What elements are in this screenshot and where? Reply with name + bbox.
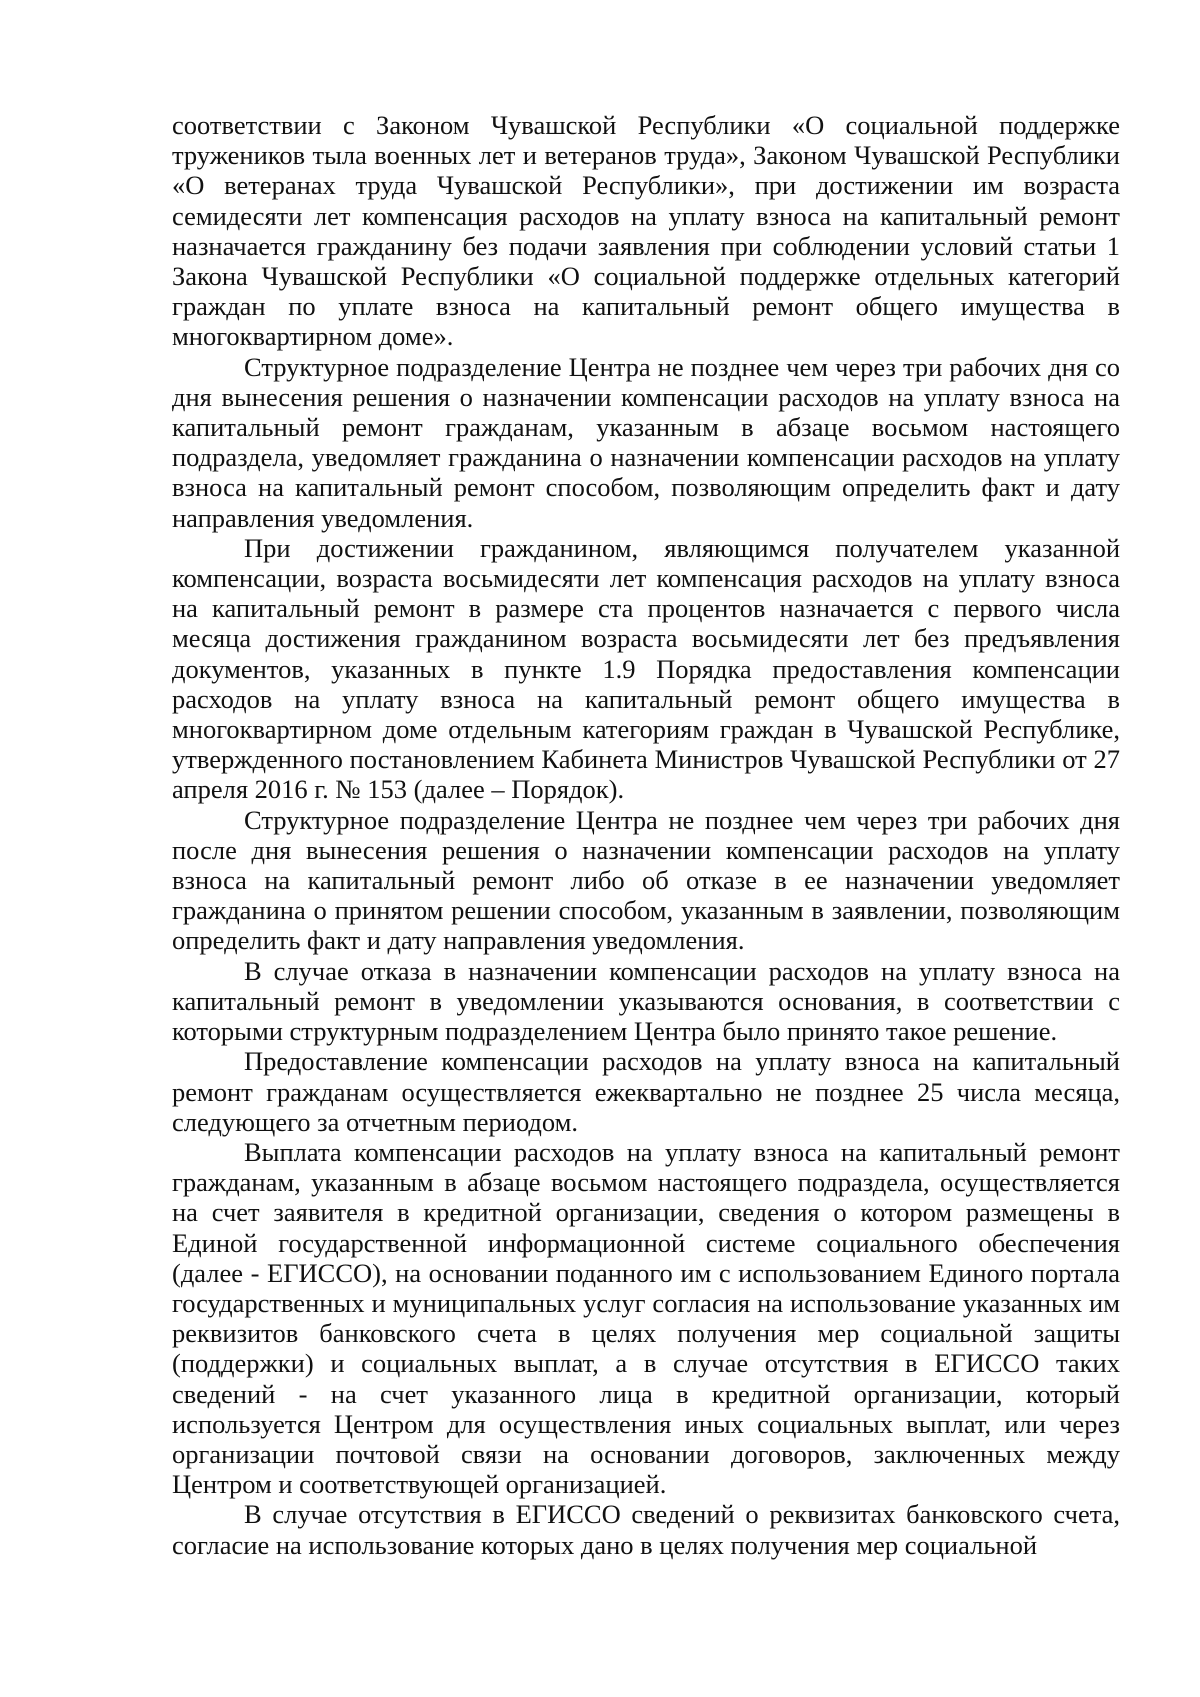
paragraph-decision-notification: Структурное подразделение Центра не позднее чем через три рабочих дня после дня вынесения решения о назначении компенсации расходов на уплату взноса на капитальный ремонт либо об отказе в ее назначении уведомляет гражданина о принятом решении способом, указанным в заявлении, позволяющим определить факт и дату направления уведомления. [172, 804, 1120, 956]
paragraph-refusal: В случае отказа в назначении компенсации расходов на уплату взноса на капитальный ремонт в уведомлении указываются основания, в соответствии с которыми структурным подразделением Центра было принято такое решение. [172, 955, 1120, 1047]
paragraph-continuation: соответствии с Законом Чувашской Республики «О социальной поддержке тружеников тыла военных лет и ветеранов труда», Законом Чувашской Республики «О ветеранах труда Чувашской Республики», при достижении им возраста семидесяти лет компенсация расходов на уплату взноса на капитальный ремонт назначается гражданину без подачи заявления при соблюдении условий статьи 1 Закона Чувашской Республики «О социальной поддержке отдельных категорий граждан по уплате взноса на капитальный ремонт общего имущества в многоквартирном доме». [172, 110, 1120, 352]
paragraph-egisso-absence: В случае отсутствия в ЕГИССО сведений о реквизитах банковского счета, согласие на использование которых дано в целях получения мер социальной [172, 1499, 1120, 1560]
paragraph-notification-seventy: Структурное подразделение Центра не позднее чем через три рабочих дня со дня вынесения решения о назначении компенсации расходов на уплату взноса на капитальный ремонт гражданам, указанным в абзаце восьмом настоящего подраздела, уведомляет гражданина о назначении компенсации расходов на уплату взноса на капитальный ремонт способом, позволяющим определить факт и дату направления уведомления. [172, 351, 1120, 533]
paragraph-eighty-years: При достижении гражданином, являющимся получателем указанной компенсации, возраста восьмидесяти лет компенсация расходов на уплату взноса на капитальный ремонт в размере ста процентов назначается с первого числа месяца достижения гражданином возраста восьмидесяти лет без предъявления документов, указанных в пункте 1.9 Порядка предоставления компенсации расходов на уплату взноса на капитальный ремонт общего имущества в многоквартирном доме отдельным категориям граждан в Чувашской Республике, утвержденного постановлением Кабинета Министров Чувашской Республики от 27 апреля 2016 г. № 153 (далее – Порядок). [172, 532, 1120, 805]
paragraph-quarterly-payment: Предоставление компенсации расходов на уплату взноса на капитальный ремонт гражданам осуществляется ежеквартально не позднее 25 числа месяца, следующего за отчетным периодом. [172, 1046, 1120, 1137]
paragraph-payment-method: Выплата компенсации расходов на уплату взноса на капитальный ремонт гражданам, указанным в абзаце восьмом настоящего подраздела, осуществляется на счет заявителя в кредитной организации, сведения о котором размещены в Единой государственной информационной системе социального обеспечения (далее - ЕГИССО), на основании поданного им с использованием Единого портала государственных и муниципальных услуг согласия на использование указанных им реквизитов банковского счета в целях получения мер социальной защиты (поддержки) и социальных выплат, а в случае отсутствия в ЕГИССО таких сведений - на счет указанного лица в кредитной организации, который используется Центром для осуществления иных социальных выплат, или через организации почтовой связи на основании договоров, заключенных между Центром и соответствующей организацией. [172, 1136, 1120, 1500]
document-page [172, 110, 1120, 1560]
